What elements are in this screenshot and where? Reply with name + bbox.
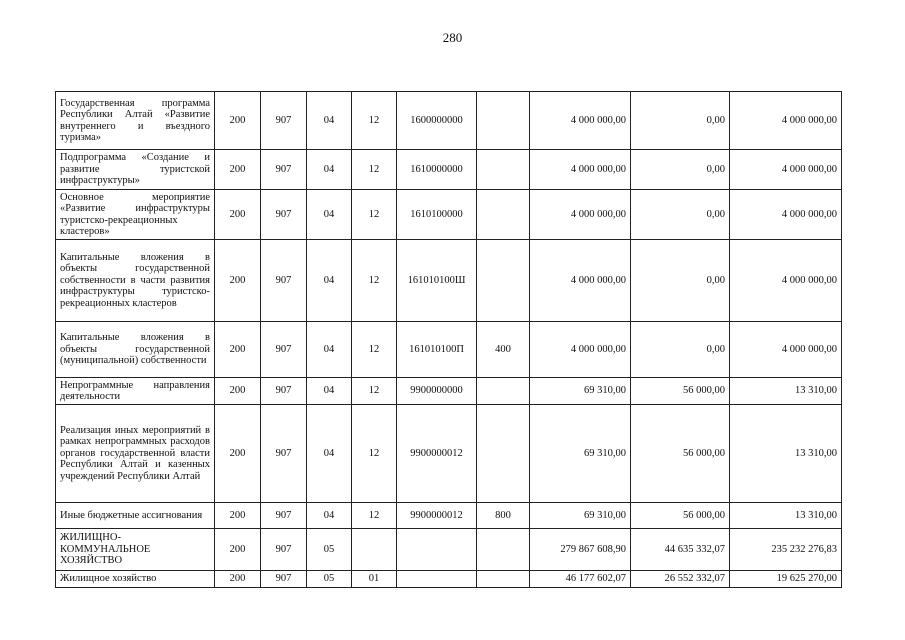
expense-type-code: [477, 529, 530, 571]
amount-federal: 0,00: [631, 322, 730, 378]
amount-regional: 13 310,00: [730, 503, 842, 529]
section-code: 05: [307, 571, 352, 588]
target-article-code: 1600000000: [397, 92, 477, 150]
table-row: [56, 378, 842, 405]
ministry-code: 907: [261, 405, 307, 503]
admin-code: 200: [215, 529, 261, 571]
amount-regional: 4 000 000,00: [730, 240, 842, 322]
admin-code: 200: [215, 322, 261, 378]
amount-federal: 0,00: [631, 92, 730, 150]
admin-code: 200: [215, 378, 261, 405]
row-name: Государственная программа Республики Алтай «Развитие внутреннего и въездного туризма»: [56, 92, 215, 150]
table-row: [56, 405, 842, 503]
amount-total: 4 000 000,00: [530, 92, 631, 150]
section-code: 04: [307, 240, 352, 322]
amount-regional: 4 000 000,00: [730, 92, 842, 150]
row-name: Основное мероприятие «Развитие инфраструктуры туристско-рекреационных кластеров»: [56, 190, 215, 240]
admin-code: 200: [215, 503, 261, 529]
target-article-code: 9900000012: [397, 405, 477, 503]
table-row: [56, 190, 842, 240]
row-name: ЖИЛИЩНО-КОММУНАЛЬНОЕ ХОЗЯЙСТВО: [56, 529, 215, 571]
ministry-code: 907: [261, 378, 307, 405]
admin-code: 200: [215, 405, 261, 503]
section-code: 04: [307, 150, 352, 190]
target-article-code: 161010100П: [397, 322, 477, 378]
amount-regional: 4 000 000,00: [730, 322, 842, 378]
row-name: Иные бюджетные ассигнования: [56, 503, 215, 529]
amount-federal: 26 552 332,07: [631, 571, 730, 588]
expense-type-code: [477, 378, 530, 405]
expense-type-code: 800: [477, 503, 530, 529]
target-article-code: [397, 571, 477, 588]
admin-code: 200: [215, 571, 261, 588]
ministry-code: 907: [261, 529, 307, 571]
expense-type-code: [477, 92, 530, 150]
amount-federal: 56 000,00: [631, 378, 730, 405]
amount-federal: 0,00: [631, 150, 730, 190]
subsection-code: 01: [352, 571, 397, 588]
expense-type-code: [477, 240, 530, 322]
section-code: 04: [307, 322, 352, 378]
amount-regional: 4 000 000,00: [730, 150, 842, 190]
subsection-code: 12: [352, 405, 397, 503]
table-row: [56, 322, 842, 378]
budget-table: [55, 91, 842, 588]
amount-regional: 19 625 270,00: [730, 571, 842, 588]
table-row: [56, 92, 842, 150]
row-name: Капитальные вложения в объекты государственной собственности в части развития инфраструктуры туристско-рекреационных кластеров: [56, 240, 215, 322]
amount-total: 4 000 000,00: [530, 240, 631, 322]
target-article-code: 9900000012: [397, 503, 477, 529]
expense-type-code: [477, 150, 530, 190]
ministry-code: 907: [261, 150, 307, 190]
ministry-code: 907: [261, 503, 307, 529]
table-row: [56, 571, 842, 588]
section-code: 04: [307, 405, 352, 503]
row-name: Подпрограмма «Создание и развитие туристской инфраструктуры»: [56, 150, 215, 190]
amount-total: 279 867 608,90: [530, 529, 631, 571]
subsection-code: 12: [352, 240, 397, 322]
amount-total: 4 000 000,00: [530, 190, 631, 240]
subsection-code: 12: [352, 322, 397, 378]
section-code: 04: [307, 92, 352, 150]
admin-code: 200: [215, 150, 261, 190]
ministry-code: 907: [261, 240, 307, 322]
amount-regional: 13 310,00: [730, 378, 842, 405]
target-article-code: [397, 529, 477, 571]
expense-type-code: 400: [477, 322, 530, 378]
ministry-code: 907: [261, 322, 307, 378]
amount-total: 46 177 602,07: [530, 571, 631, 588]
amount-federal: 56 000,00: [631, 405, 730, 503]
admin-code: 200: [215, 190, 261, 240]
amount-total: 4 000 000,00: [530, 150, 631, 190]
table-row: [56, 240, 842, 322]
table-row: [56, 503, 842, 529]
subsection-code: 12: [352, 378, 397, 405]
amount-federal: 44 635 332,07: [631, 529, 730, 571]
table-body: [56, 92, 842, 588]
expense-type-code: [477, 405, 530, 503]
admin-code: 200: [215, 240, 261, 322]
row-name: Капитальные вложения в объекты государственной (муниципальной) собственности: [56, 322, 215, 378]
subsection-code: 12: [352, 92, 397, 150]
subsection-code: 12: [352, 503, 397, 529]
target-article-code: 1610000000: [397, 150, 477, 190]
amount-federal: 56 000,00: [631, 503, 730, 529]
table-row: [56, 150, 842, 190]
amount-regional: 4 000 000,00: [730, 190, 842, 240]
amount-federal: 0,00: [631, 190, 730, 240]
expense-type-code: [477, 190, 530, 240]
amount-regional: 235 232 276,83: [730, 529, 842, 571]
row-name: Жилищное хозяйство: [56, 571, 215, 588]
subsection-code: 12: [352, 190, 397, 240]
row-name: Реализация иных мероприятий в рамках непрограммных расходов органов государственной власти Республики Алтай и казенных учреждений Республики Алтай: [56, 405, 215, 503]
admin-code: 200: [215, 92, 261, 150]
ministry-code: 907: [261, 92, 307, 150]
subsection-code: 12: [352, 150, 397, 190]
section-code: 05: [307, 529, 352, 571]
row-name: Непрограммные направления деятельности: [56, 378, 215, 405]
amount-total: 69 310,00: [530, 405, 631, 503]
expense-type-code: [477, 571, 530, 588]
subsection-code: [352, 529, 397, 571]
amount-total: 69 310,00: [530, 378, 631, 405]
amount-total: 69 310,00: [530, 503, 631, 529]
amount-total: 4 000 000,00: [530, 322, 631, 378]
section-code: 04: [307, 503, 352, 529]
table-row: [56, 529, 842, 571]
target-article-code: 9900000000: [397, 378, 477, 405]
ministry-code: 907: [261, 571, 307, 588]
amount-regional: 13 310,00: [730, 405, 842, 503]
ministry-code: 907: [261, 190, 307, 240]
section-code: 04: [307, 378, 352, 405]
section-code: 04: [307, 190, 352, 240]
target-article-code: 161010100Ш: [397, 240, 477, 322]
target-article-code: 1610100000: [397, 190, 477, 240]
amount-federal: 0,00: [631, 240, 730, 322]
page-number: 280: [442, 30, 463, 45]
